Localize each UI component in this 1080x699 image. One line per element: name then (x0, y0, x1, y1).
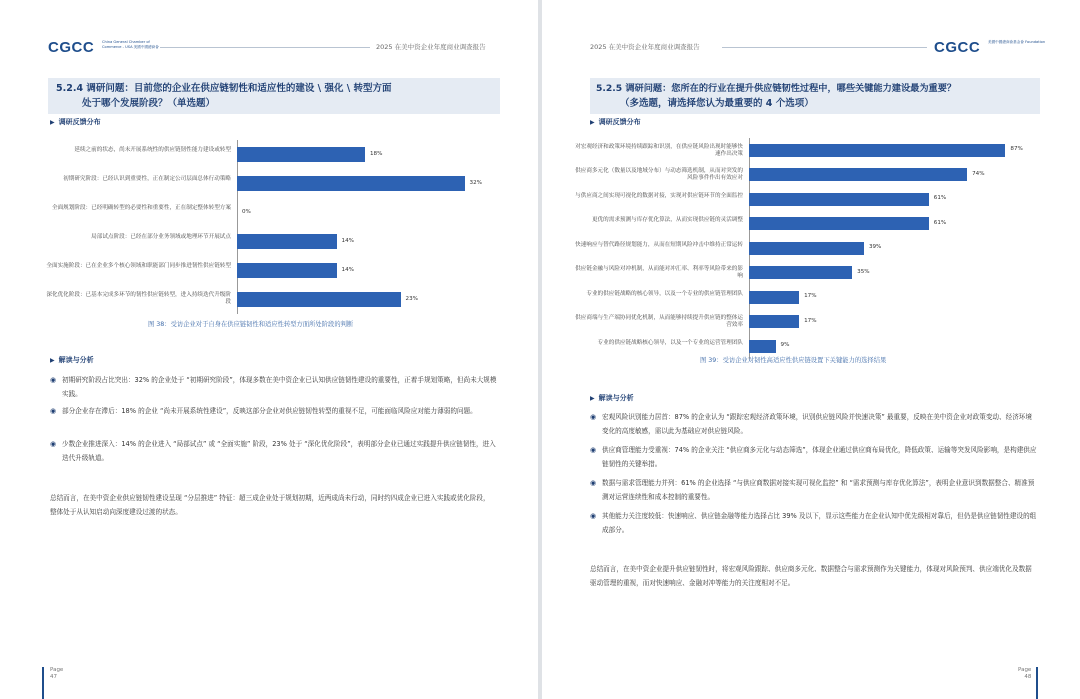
category-label: 局部试点阶段：已经在部分业务领域或地理环节开展试点 (91, 234, 231, 240)
bar-value-label: 35% (857, 268, 870, 275)
bullet-icon: ◉ (590, 413, 597, 421)
category-label: 专业的供应链战略的核心领导，以及一个专业的供应链管理团队 (586, 290, 743, 297)
category-label: 供应链金融与风险对冲机制，从而能对冲汇率、利率等风险带来的影响 (575, 266, 743, 280)
bar-value-label: 39% (868, 244, 882, 251)
analysis-bullet: ◉ 其他能力关注度较低：快速响应、供应链金融等能力选择占比 39% 及以下，显示这些能力在企业认知中优先级相对靠后，但仍是供应链韧性建设的组成部分。 (602, 509, 1038, 537)
page-marker (42, 667, 44, 699)
capability-bar-chart (542, 134, 1080, 354)
page-left (0, 0, 538, 699)
analysis-bullet: ◉ 少数企业推进深入：14% 的企业进入 “局部试点” 或 “全面实施” 阶段，23% 处于 “深化优化阶段”，表明部分企业已通过实践提升供应链韧性，进入迭代升级轨道。 (62, 437, 498, 465)
category-label: 与供应商之间实现可视化的数据对接，实现对供应链环节的全面监控 (575, 192, 743, 199)
feedback-subheading (590, 117, 641, 127)
bar (237, 234, 337, 249)
category-label: 供应商多元化（数量以及地域分布）与动态筛选机制，从而对突发的风险事件作出有效应对 (575, 168, 743, 182)
bullet-icon: ◉ (590, 512, 597, 520)
bar-value-label: 18% (370, 150, 383, 157)
section-title-line-2: 处于哪个发展阶段？（单选题） (82, 98, 216, 109)
category-label: 延续之前的状态，尚未开展系统性的供应链韧性能力建设或转型 (74, 147, 231, 153)
bar (237, 263, 337, 278)
bullet-icon: ◉ (50, 407, 57, 415)
bar-value-label: 17% (804, 317, 817, 324)
analysis-bullet: ◉ 数据与需求管理能力并列：61% 的企业选择 “与供应商数据对接实现可视化监控” 和 “需求预测与库存优化算法”，表明企业意识到数据整合、精准预测对运营连续性和成本控制的重要性。 (602, 476, 1038, 504)
bullet-icon: ◉ (590, 446, 597, 454)
bullet-icon: ◉ (50, 376, 57, 384)
category-label: 快速响应与替代路径规划能力，从而在短期风险冲击中维持正常运转 (575, 241, 743, 248)
logo-subtitle: China General Chamber of Commerce - USA 美國中國總商會 (102, 40, 159, 49)
page-number: Page 47 (50, 667, 64, 680)
section-title-line-1: 5.2.5 调研问题：您所在的行业在提升供应链韧性过程中，哪些关键能力建设最为重要？ (596, 83, 957, 94)
analysis-bullet: ◉ 供应商管理能力受重视：74% 的企业关注 “供应商多元化与动态筛选”，体现企业通过供应商布局优化，降低政策、运输等突发风险影响，是构建供应链韧性的关键举措。 (602, 443, 1038, 471)
bar-value-label: 74% (972, 170, 985, 177)
page-header (0, 36, 538, 58)
category-label: 深化优化阶段：已基本完成多环节的韧性供应链转型，进入持续迭代升级阶段 (46, 292, 231, 305)
chart-axis (237, 140, 238, 314)
bar (749, 168, 967, 181)
bar-value-label: 61% (933, 219, 947, 226)
section-heading-box (590, 78, 1040, 114)
header-rule (160, 47, 370, 48)
page-marker (1036, 667, 1038, 699)
bar (749, 193, 929, 206)
feedback-label: 调研反馈分布 (58, 118, 101, 126)
bar (237, 292, 401, 307)
bar-value-label: 14% (341, 237, 354, 244)
bar-value-label: 32% (469, 179, 482, 186)
summary-paragraph: 总结而言，在美中资企业供应链韧性建设呈现 “分层推进” 特征：超三成企业处于规划初期，近两成尚未行动，同时约四成企业已进入实践或优化阶段，整体处于从认知启动向深度建设过渡的状态。 (50, 494, 490, 516)
section-title-line-2: （多选题，请选择您认为最重要的 4 个选项） (620, 98, 814, 109)
analysis-bullet: ◉ 初期研究阶段占比突出：32% 的企业处于 “初期研究阶段”，体现多数在美中资企业已认知供应链韧性建设的重要性，正着手规划策略，但尚未大规模实践。 (62, 373, 498, 401)
analysis-label: 解读与分析 (598, 394, 634, 402)
stage-bar-chart (0, 134, 538, 334)
bar (237, 147, 365, 162)
page-right (542, 0, 1080, 699)
cgcc-logo: CGCC (934, 39, 981, 56)
bar (237, 176, 465, 191)
section-heading-box (48, 78, 500, 114)
bar (749, 144, 1005, 157)
bullet-icon: ◉ (50, 440, 57, 448)
bar (749, 340, 776, 353)
feedback-label: 调研反馈分布 (598, 118, 641, 126)
chart-caption: 图 38：受访企业对于自身在供应链韧性和适应性转型方面所处阶段的判断 (148, 321, 354, 328)
category-label: 全面实施阶段：已在企业多个核心领域和职能部门同步推进韧性供应链转型 (46, 263, 231, 269)
page-header (542, 36, 1080, 58)
summary-paragraph: 总结而言，在美中资企业提升供应链韧性时，将宏观风险跟踪、供应商多元化、数据整合与需求预测作为关键能力，体现对风险预判、供应端优化及数据驱动管理的重视，而对快速响应、金融对冲等能力的关注度相对不足。 (590, 565, 1032, 587)
bar-value-label: 14% (341, 266, 354, 273)
bar (749, 291, 799, 304)
category-label: 初期研究阶段：已经认识到重要性，正在制定公司层面总体行动策略 (63, 176, 231, 182)
header-rule (722, 47, 927, 48)
category-label: 更优的需求预测与库存优化算法，从而实现供应链的灵活调整 (591, 217, 743, 224)
analysis-subheading (590, 393, 634, 403)
bar (749, 242, 864, 255)
header-title: 2025 在美中资企业年度商业调查报告 (376, 43, 486, 51)
analysis-label: 解读与分析 (58, 356, 94, 364)
bar-value-label: 87% (1010, 146, 1023, 153)
bar-value-label: 61% (933, 195, 947, 202)
bar-value-label: 0% (242, 208, 251, 215)
category-label: 供应商端与生产端协同优化机制，从而能够持续提升供应链的整体运营效率 (575, 315, 743, 329)
category-label: 全面规划阶段：已经明确转型的必要性和重要性，正在制定整体转型方案 (51, 205, 231, 211)
bar (749, 217, 929, 230)
analysis-subheading (50, 355, 94, 365)
bar-value-label: 17% (804, 293, 817, 300)
page-number: Page 48 (1018, 667, 1032, 680)
triangle-icon: ▶ (50, 119, 55, 126)
analysis-bullet: ◉ 部分企业存在滞后：18% 的企业 “尚未开展系统性建设”，反映这部分企业对供应链韧性转型的重视不足，可能面临风险应对能力薄弱的问题。 (62, 404, 498, 418)
category-label: 专业的供应链战略核心领导，以及一个专业的运营管理团队 (597, 339, 743, 346)
logo-subtitle: 美國中國總商會基金會 Foundation (988, 40, 1046, 44)
triangle-icon: ▶ (50, 357, 55, 364)
section-title-line-1: 5.2.4 调研问题：目前您的企业在供应链韧性和适应性的建设 \ 强化 \ 转型方面 (56, 83, 392, 94)
category-label: 对宏观经济和政策环境持续跟踪和识别，在供应链风险出现时能够快速作出决策 (575, 143, 743, 157)
bar-value-label: 23% (405, 295, 418, 302)
cgcc-logo: CGCC (48, 39, 95, 56)
analysis-bullet: ◉ 宏观风险识别能力居首：87% 的企业认为 “跟踪宏观经济政策环境，识别供应链风险并快速决策” 最重要，反映在美中资企业对政策变动、经济环境变化的高度敏感，需以此为基础应对供应链风险。 (602, 410, 1038, 438)
bar (749, 315, 799, 328)
chart-caption: 图 39：受访企业对韧性高适应性供应链设置下关键能力的选择结果 (700, 357, 887, 364)
bar (749, 266, 852, 279)
header-title: 2025 在美中资企业年度商业调查报告 (590, 43, 700, 51)
feedback-subheading (50, 117, 101, 127)
triangle-icon: ▶ (590, 395, 595, 402)
bar-value-label: 9% (780, 342, 790, 349)
triangle-icon: ▶ (590, 119, 595, 126)
bullet-icon: ◉ (590, 479, 597, 487)
